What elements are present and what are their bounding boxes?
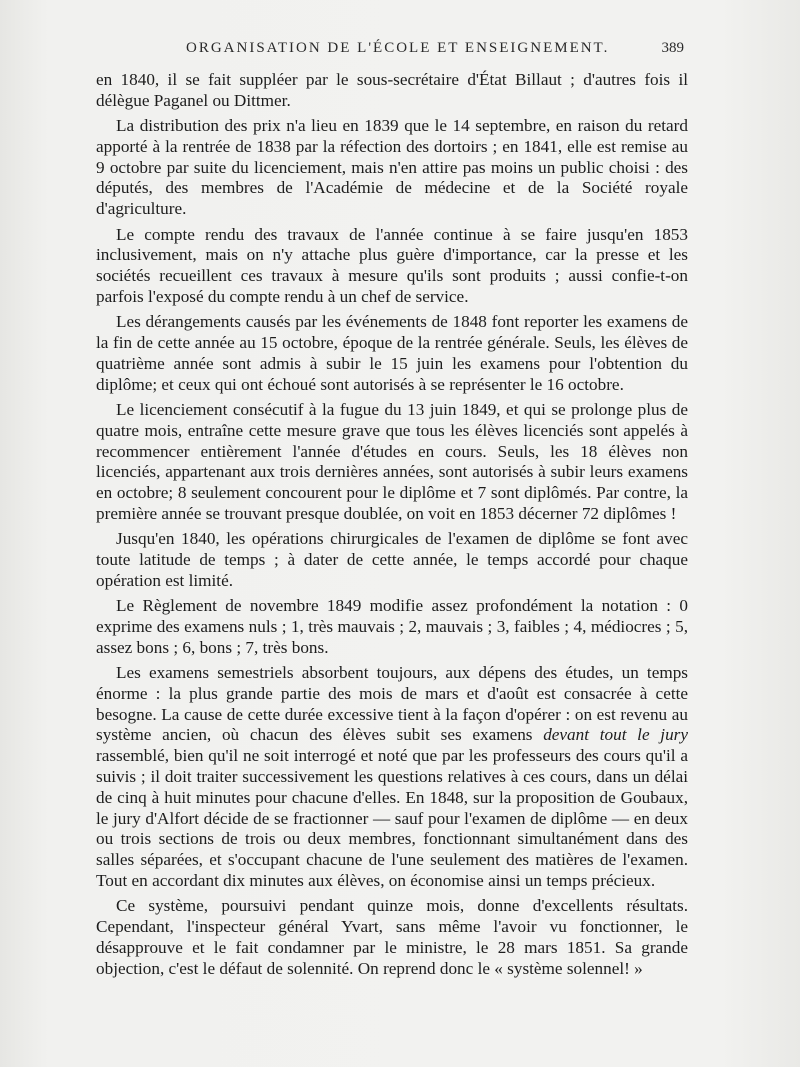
paragraph-derangements-1848: Les dérangements causés par les événements de 1848 font reporter les examens de la fin de cette année au 15 octobre, époque de la rentrée générale. Seuls, les élèves de quatrième année sont admis à subir le 15 juin les examens pour l'obtention du diplôme; et ceux qui ont échoué sont autorisés à se représenter le 16 octobre. <box>96 312 688 394</box>
paragraph-systeme-solennel: Ce système, poursuivi pendant quinze mois, donne d'excellents résultats. Cependant, l'inspecteur général Yvart, sans même l'avoir vu fonctionner, le désapprouve et le fait condamner par le ministre, le 28 mars 1851. Sa grande objection, c'est le défaut de solennité. On reprend donc le « système solennel! » <box>96 896 688 978</box>
paragraph-licenciement: Le licenciement consécutif à la fugue du 13 juin 1849, et qui se prolonge plus de quatre mois, entraîne cette mesure grave que tous les élèves licenciés sont appelés à recommencer entièrement l'année d'études en cours. Seuls, les 18 élèves non licenciés, appartenant aux trois dernières années, sont autorisés à subir leurs examens en octobre; 8 seulement concourent pour le diplôme et 7 sont diplômés. Par contre, la première année se trouvant presque doublée, on voit en 1853 décerner 72 diplômes ! <box>96 399 688 523</box>
page-number: 389 <box>661 40 684 56</box>
page-header <box>186 40 686 62</box>
paragraph-operations-chirurgicales: Jusqu'en 1840, les opérations chirurgicales de l'examen de diplôme se font avec toute latitude de temps ; à dater de cette année, le temps accordé pour chaque opération est limité. <box>96 529 688 590</box>
running-title: ORGANISATION DE L'ÉCOLE ET ENSEIGNEMENT. <box>186 40 610 56</box>
paragraph-reglement-notation: Le Règlement de novembre 1849 modifie assez profondément la notation : 0 exprime des examens nuls ; 1, très mauvais ; 2, mauvais ; 3, faibles ; 4, médiocres ; 5, assez bons ; 6, bons ; 7, très bons. <box>96 596 688 657</box>
exam-text-before: Les examens semestriels absorbent toujours, aux dépens des études, un temps énorme : la plus grande partie des mois de mars et d'août est consacrée à cette besogne. La cause de cette durée excessive tient à la façon d'opérer : on est revenu au système ancien, où chacun des élèves subit ses examens <box>96 663 688 745</box>
body-text <box>96 70 688 984</box>
exam-text-after: rassemblé, bien qu'il ne soit interrogé et noté que par les professeurs des cours qu'il a suivis ; il doit traiter successivement les questions relatives à ces cours, dans un délai de cinq à huit minutes pour chacune d'elles. En 1848, sur la proposition de Goubaux, le jury d'Alfort décide de se fractionner — sauf pour l'examen de diplôme — en deux ou trois sections de trois ou deux membres, fonctionnant simultanément dans des salles séparées, et s'occupant chacune de l'une seulement des matières de l'examen. Tout en accordant dix minutes aux élèves, on économise ainsi un temps précieux. <box>96 746 688 890</box>
paragraph-continued: en 1840, il se fait suppléer par le sous-secrétaire d'État Billaut ; d'autres fois il délègue Paganel ou Dittmer. <box>96 70 688 110</box>
paragraph-distribution-prix: La distribution des prix n'a lieu en 1839 que le 14 septembre, en raison du retard apporté à la rentrée de 1838 par la réfection des dortoirs ; en 1841, elle est remise au 9 octobre par suite du licenciement, mais n'en attire pas moins un public choisi : des députés, des membres de l'Académie de médecine et de la Société royale d'agriculture. <box>96 116 688 219</box>
exam-text-italic: devant tout le jury <box>543 725 688 745</box>
paragraph-compte-rendu: Le compte rendu des travaux de l'année continue à se faire jusqu'en 1853 inclusivement, mais on n'y attache plus guère d'importance, car la presse et les sociétés recueillent ces travaux à mesure qu'ils sont produits ; aussi confie-t-on parfois l'exposé du compte rendu à un chef de service. <box>96 224 688 306</box>
paragraph-examens-semestriels <box>96 663 688 892</box>
